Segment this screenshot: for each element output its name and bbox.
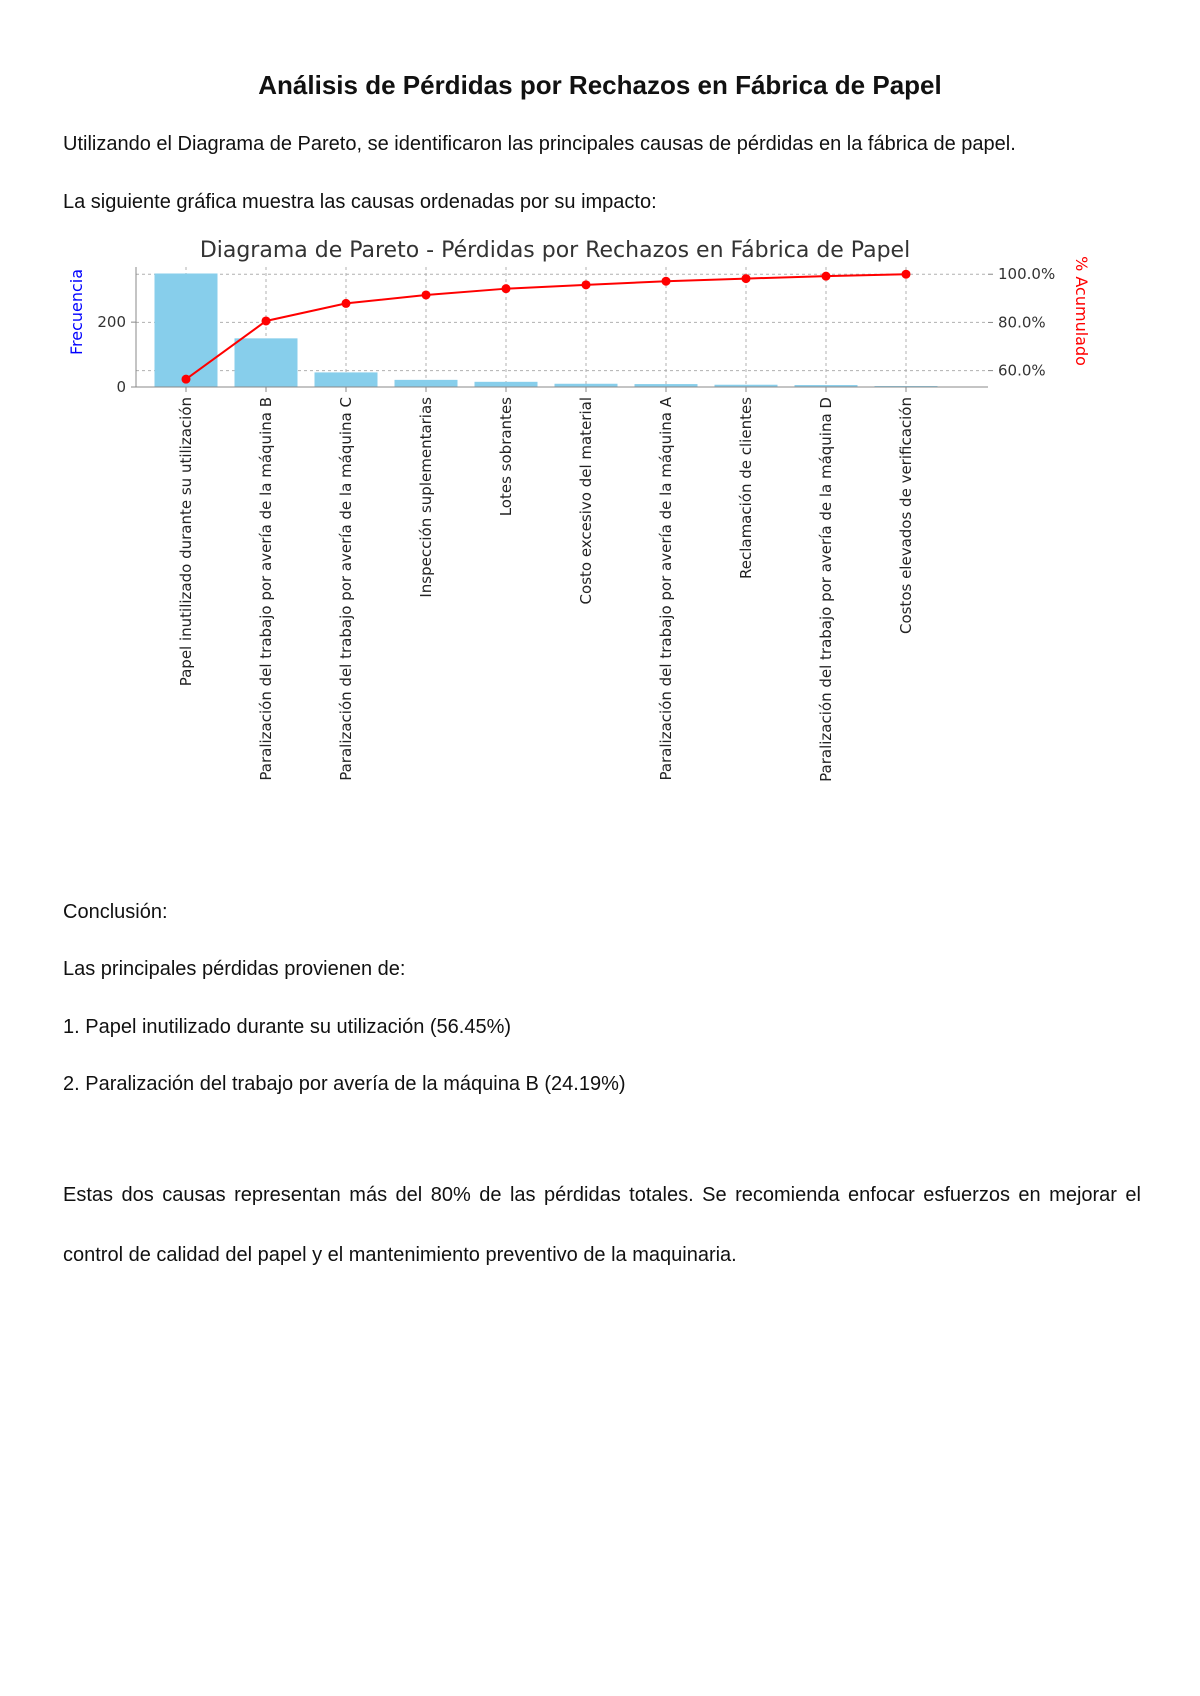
chart-title: Diagrama de Pareto - Pérdidas por Rechazos en Fábrica de Papel	[199, 238, 911, 263]
y2-axis-label: % Acumulado	[1072, 256, 1091, 366]
conclusion-lead: Las principales pérdidas provienen de:	[63, 958, 406, 980]
x-tick-label: Paralización del trabajo por avería de la máquina B	[257, 397, 275, 781]
y2-tick-label: 80.0%	[998, 313, 1046, 332]
x-tick-label: Reclamación de clientes	[737, 397, 755, 580]
bar	[315, 372, 378, 387]
category-labels	[177, 396, 915, 782]
chart-intro-paragraph: La siguiente gráfica muestra las causas ordenadas por su impacto:	[63, 191, 657, 213]
x-tick-label: Paralización del trabajo por avería de la máquina A	[657, 397, 675, 781]
cumulative-point	[822, 272, 831, 281]
y-axis-label: Frecuencia	[67, 268, 86, 356]
conclusion-item-2: 2. Paralización del trabajo por avería de la máquina B (24.19%)	[63, 1073, 626, 1095]
x-tick-label: Costo excesivo del material	[577, 397, 595, 605]
cumulative-point	[262, 316, 271, 325]
x-tick-label: Papel inutilizado durante su utilización	[177, 397, 195, 687]
intro-paragraph: Utilizando el Diagrama de Pareto, se identificaron las principales causas de pérdidas en la fábrica de papel.	[63, 133, 1016, 155]
cumulative-point	[662, 277, 671, 286]
conclusion-heading: Conclusión:	[63, 901, 168, 923]
conclusion-item-1: 1. Papel inutilizado durante su utilización (56.45%)	[63, 1016, 512, 1038]
bar	[235, 338, 298, 387]
x-tick-label: Inspección suplementarias	[417, 397, 435, 598]
bar-series	[155, 273, 938, 387]
bar	[155, 273, 218, 387]
y-tick-label: 200	[97, 313, 126, 332]
cumulative-point	[182, 375, 191, 384]
x-tick-label: Costos elevados de verificación	[897, 397, 915, 635]
x-tick-label: Paralización del trabajo por avería de la máquina C	[337, 397, 355, 781]
y2-tick-label: 100.0%	[998, 265, 1056, 284]
x-tick-label: Lotes sobrantes	[497, 397, 515, 517]
closing-paragraph: Estas dos causas representan más del 80% de las pérdidas totales. Se recomienda enfocar esfuerzos en mejorar el control de calidad del papel y el mantenimiento preventivo de la maquinaria.	[63, 1184, 1141, 1266]
cumulative-point	[502, 284, 511, 293]
y2-tick-label: 60.0%	[998, 361, 1046, 380]
page-title: Análisis de Pérdidas por Rechazos en Fábrica de Papel	[258, 70, 942, 100]
bar	[475, 382, 538, 387]
pareto-chart	[60, 230, 1110, 860]
x-tick-label: Paralización del trabajo por avería de la máquina D	[817, 397, 835, 782]
bar	[395, 380, 458, 387]
cumulative-point	[582, 280, 591, 289]
cumulative-point	[422, 290, 431, 299]
y-tick-label: 0	[116, 378, 126, 396]
cumulative-point	[902, 270, 911, 279]
cumulative-point	[342, 299, 351, 308]
cumulative-point	[742, 274, 751, 283]
